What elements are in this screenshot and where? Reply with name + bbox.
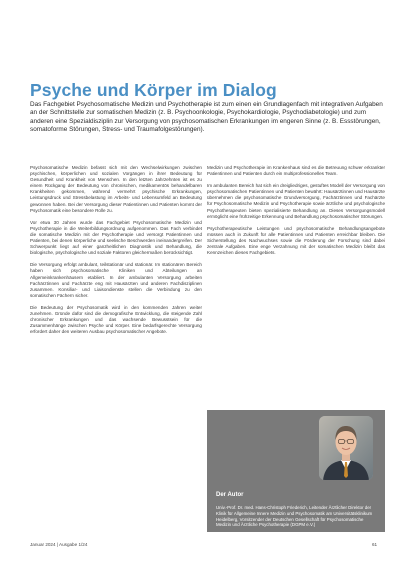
- article-headline: Psyche und Körper im Dialog: [30, 80, 277, 100]
- right-column: [207, 165, 385, 262]
- author-box: [207, 410, 385, 532]
- author-label: Der Autor: [216, 492, 244, 498]
- article-lead: Das Fachgebiet Psychosomatische Medizin und Psychotherapie ist zum einen ein Grundlagenfach mit integrativen Aufgaben an der Schnittstelle zur somatischen Medizin (z. B. Psychoonkologie, Psychokardiologie, Psychodiabetologie) und zum anderen eine Spezialdisziplin zur Versorgung von psychosomatischen Erkrankungen im engeren Sinne (z. B. Essstörungen, somatoforme Störungen, Stress- und Traumafolgestörungen).: [30, 101, 383, 133]
- left-column: [30, 165, 202, 341]
- author-bio: Univ.-Prof. Dr. med. Hans-Christoph Friederich, Leitender Ärztlicher Direktor der Klinik für Allgemeine Innere Medizin und Psychosomatik am Universitätsklinikum Heidelberg, Vorsitzender der Deutschen Gesellschaft für Psychosomatische Medizin und Ärztliche Psychotherapie (DGPM e.V.): [216, 505, 373, 528]
- body-paragraph: Psychosomatische Medizin befasst sich mit den Wechselwirkungen zwischen psychischen, körperlichen und sozialen Vorgängen in ihrer Bedeutung für Gesundheit und Krankheit von Menschen. In den letzten Jahrzehnten ist es zu einem Rückgang der Bedeutung von chronischen, medikamentös behandelbaren Krankheiten gekommen, während vermehrt psychische Erkrankungen, Leistungsdruck und Stressbelastung im Arbeits- und Lebensumfeld an Bedeutung gewonnen haben. Bei der Versorgung dieser Patientinnen und Patienten kommt der Psychosomatik eine besondere Rolle zu.: [30, 165, 202, 213]
- body-paragraph: Im ambulanten Bereich hat sich ein dreigliedriges, gestuftes Modell der Versorgung von psychosomatischen Patientinnen und Patienten bewährt: Hausärztinnen und Hausärzte übernehmen die psychosomatische Grundversorgung, Fachärztinnen und Fachärzte für Psychosomatische Medizin und Psychotherapie sowie ärztliche und psychologische Psychotherapeuten bieten spezialisierte Behandlung an. Dieses Versorgungsmodell ermöglicht eine frühzeitige Erkennung und Behandlung psychosomatischer Störungen.: [207, 183, 385, 219]
- author-portrait: [319, 416, 373, 480]
- body-paragraph: Die Versorgung erfolgt ambulant, teilstationär und stationär. Im stationären Bereich haben sich psychosomatische Kliniken und Abteilungen an Allgemeinkrankenhäusern etabliert. In der ambulanten Versorgung arbeiten Fachärztinnen und Fachärzte eng mit Hausärzten und anderen Fachdisziplinen zusammen. Konsiliar- und Liaisondienste stellen die Verbindung zu den somatischen Fächern sicher.: [30, 262, 202, 298]
- body-paragraph: Die Bedeutung der Psychosomatik wird in den kommenden Jahren weiter zunehmen. Gründe dafür sind die demografische Entwicklung, die steigende Zahl chronischer Erkrankungen und das wachsende Bewusstsein für die Zusammenhänge zwischen Psyche und Körper. Eine bedarfsgerechte Versorgung erfordert daher den weiteren Ausbau psychosomatischer Angebote.: [30, 304, 202, 335]
- body-paragraph: Medizin und Psychotherapie im Krankenhaus sind es die Betreuung schwer erkrankter Patientinnen und Patienten durch ein multiprofessionelles Team.: [207, 165, 385, 177]
- author-photo-icon: [319, 416, 373, 480]
- body-paragraph: Vor etwa 30 Jahren wurde das Fachgebiet Psychosomatische Medizin und Psychotherapie in die Weiterbildungsordnung aufgenommen. Das Fach verbindet die somatische Medizin mit der Psychotherapie und versorgt Patientinnen und Patienten, bei denen körperliche und seelische Beschwerden ineinandergreifen. Der Schwerpunkt liegt auf einer ganzheitlichen Diagnostik und Behandlung, die biologische, psychologische und soziale Faktoren gleichermaßen berücksichtigt.: [30, 219, 202, 256]
- footer-issue: Januar 2024 | Ausgabe 1/24: [30, 542, 88, 547]
- page-number: 61: [372, 542, 378, 547]
- body-paragraph: Psychotherapeutische Leistungen und psychosomatische Behandlungsangebote müssen auch in Zukunft für alle Patientinnen und Patienten erreichbar bleiben. Die Sicherstellung des Nachwuchses sowie die Förderung der Forschung sind dabei zentrale Aufgaben. Eine enge Verzahnung mit der somatischen Medizin bleibt das Kennzeichen dieses Fachgebiets.: [207, 225, 385, 256]
